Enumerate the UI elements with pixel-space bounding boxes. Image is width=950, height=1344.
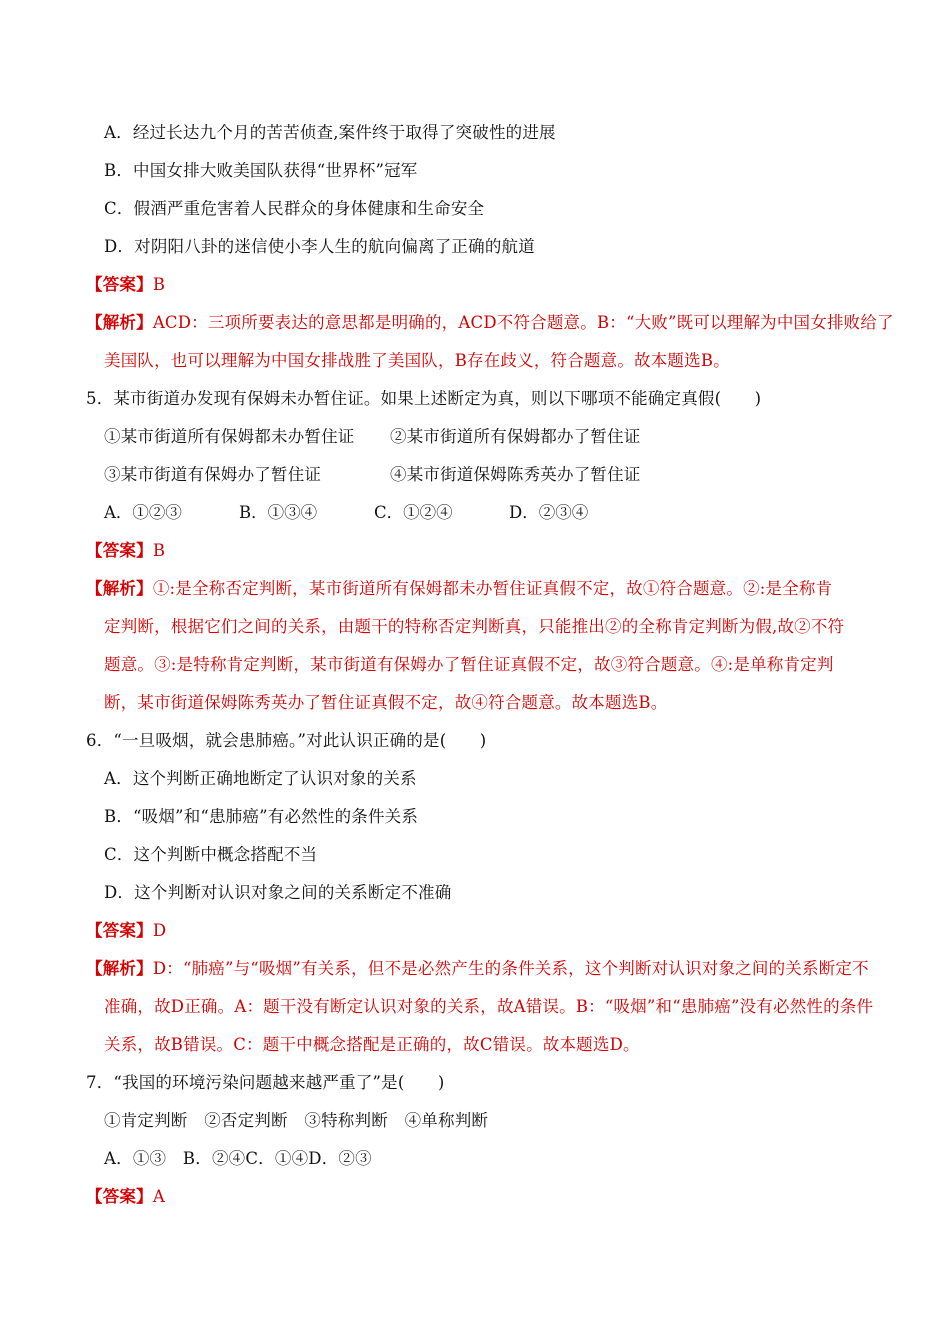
q5-statement-3: ③某市街道有保姆办了暂住证 [104, 465, 322, 484]
q6-option-a: A．这个判断正确地断定了认识对象的关系 [104, 769, 417, 788]
q4-answer [86, 275, 165, 295]
answer-value: D [152, 921, 167, 940]
q7-stem: 7．“我国的环境污染问题越来越严重了”是( ) [86, 1073, 445, 1092]
q5-statement-2: ②某市街道所有保姆都办了暂住证 [390, 427, 641, 446]
q5-stem: 5．某市街道办发现有保姆未办暂住证。如果上述断定为真，则以下哪项不能确定真假( ) [86, 389, 762, 408]
q7-statements: ①肯定判断 ②否定判断 ③特称判断 ④单称判断 [104, 1111, 489, 1130]
answer-tag: 【答案】 [86, 541, 153, 560]
analysis-text: ①:是全称否定判断，某市街道所有保姆都未办暂住证真假不定，故①符合题意。②:是全称肯 [152, 579, 833, 598]
q5-statement-4: ④某市街道保姆陈秀英办了暂住证 [390, 465, 641, 484]
answer-tag: 【答案】 [86, 921, 153, 940]
q5-analysis-line-1 [86, 579, 832, 599]
q6-option-d: D．这个判断对认识对象之间的关系断定不准确 [104, 883, 452, 902]
q6-option-b: B．“吸烟”和“患肺癌”有必然性的条件关系 [104, 807, 419, 826]
q4-option-d: D．对阴阳八卦的迷信使小李人生的航向偏离了正确的航道 [104, 237, 535, 256]
analysis-text: ACD：三项所要表达的意思都是明确的，ACD不符合题意。B：“大败”既可以理解为中国女排败给了 [152, 313, 894, 332]
q6-analysis-line-3: 关系，故B错误。C：题干中概念搭配是正确的，故C错误。故本题选D。 [104, 1035, 640, 1054]
q5-statement-1: ①某市街道所有保姆都未办暂住证 [104, 427, 355, 446]
q5-analysis-line-3: 题意。③:是特称肯定判断，某市街道有保姆办了暂住证真假不定，故③符合题意。④:是单称肯定判 [104, 655, 834, 674]
answer-value: B [152, 541, 166, 560]
q5-option-b: B．①③④ [239, 503, 318, 522]
q4-option-b: B．中国女排大败美国队获得“世界杯”冠军 [104, 161, 418, 180]
q5-option-d: D．②③④ [509, 503, 589, 522]
analysis-tag: 【解析】 [86, 959, 153, 978]
q7-answer [86, 1187, 165, 1207]
q4-option-a: A．经过长达九个月的苦苦侦查,案件终于取得了突破性的进展 [104, 123, 556, 142]
analysis-text: D：“肺癌”与“吸烟”有关系，但不是必然产生的条件关系，这个判断对认识对象之间的关系断定不 [152, 959, 869, 978]
q4-option-c: C．假酒严重危害着人民群众的身体健康和生命安全 [104, 199, 485, 218]
answer-tag: 【答案】 [86, 275, 153, 294]
analysis-tag: 【解析】 [86, 579, 153, 598]
answer-tag: 【答案】 [86, 1187, 153, 1206]
q6-analysis-line-2: 准确，故D正确。A：题干没有断定认识对象的关系，故A错误。B：“吸烟”和“患肺癌”没有必然性的条件 [104, 997, 874, 1016]
q4-analysis-line-2: 美国队，也可以理解为中国女排战胜了美国队，B存在歧义，符合题意。故本题选B。 [104, 351, 730, 370]
analysis-tag: 【解析】 [86, 313, 153, 332]
q4-analysis-line-1 [86, 313, 894, 333]
answer-value: A [152, 1187, 165, 1206]
answer-value: B [152, 275, 166, 294]
q5-option-a: A．①②③ [104, 503, 182, 522]
q5-option-c: C．①②④ [374, 503, 453, 522]
q6-stem: 6．“一旦吸烟，就会患肺癌。”对此认识正确的是( ) [86, 731, 487, 750]
q5-analysis-line-4: 断，某市街道保姆陈秀英办了暂住证真假不定，故④符合题意。故本题选B。 [104, 693, 668, 712]
q6-option-c: C．这个判断中概念搭配不当 [104, 845, 318, 864]
q5-analysis-line-2: 定判断，根据它们之间的关系，由题干的特称否定判断真，只能推出②的全称肯定判断为假,故②不符 [104, 617, 845, 636]
q7-options: A．①③ B．②④C．①④D．②③ [104, 1149, 372, 1168]
q5-answer [86, 541, 165, 561]
q6-analysis-line-1 [86, 959, 869, 979]
q6-answer [86, 921, 166, 941]
